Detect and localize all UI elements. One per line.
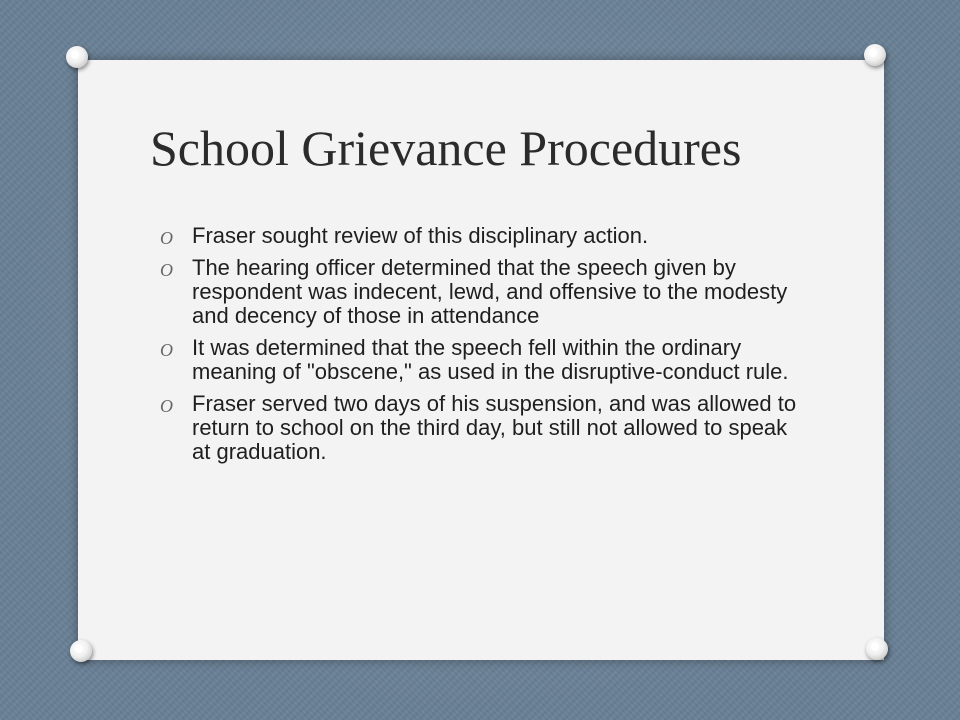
bullet-marker-icon: O <box>160 340 173 360</box>
bullet-item <box>160 224 800 248</box>
pushpin-icon <box>864 44 886 66</box>
bullet-text: Fraser served two days of his suspension, and was allowed to return to school on the third day, but still not allowed to speak at graduation. <box>192 391 797 464</box>
bullet-text: Fraser sought review of this disciplinary action. <box>192 223 649 248</box>
bullet-item <box>160 256 800 328</box>
bullet-item <box>160 392 800 464</box>
bullet-marker-icon: O <box>160 228 173 248</box>
pushpin-icon <box>66 46 88 68</box>
bullet-marker-icon: O <box>160 396 173 416</box>
bullet-marker-icon: O <box>160 260 173 280</box>
pushpin-icon <box>866 638 888 660</box>
slide-title: School Grievance Procedures <box>150 120 742 176</box>
bullet-list <box>160 224 800 472</box>
pushpin-icon <box>70 640 92 662</box>
bullet-item <box>160 336 800 384</box>
bullet-text: The hearing officer determined that the speech given by respondent was indecent, lewd, and offensive to the modesty and decency of those in attendance <box>192 255 788 328</box>
bullet-text: It was determined that the speech fell within the ordinary meaning of "obscene," as used in the disruptive-conduct rule. <box>192 335 789 384</box>
